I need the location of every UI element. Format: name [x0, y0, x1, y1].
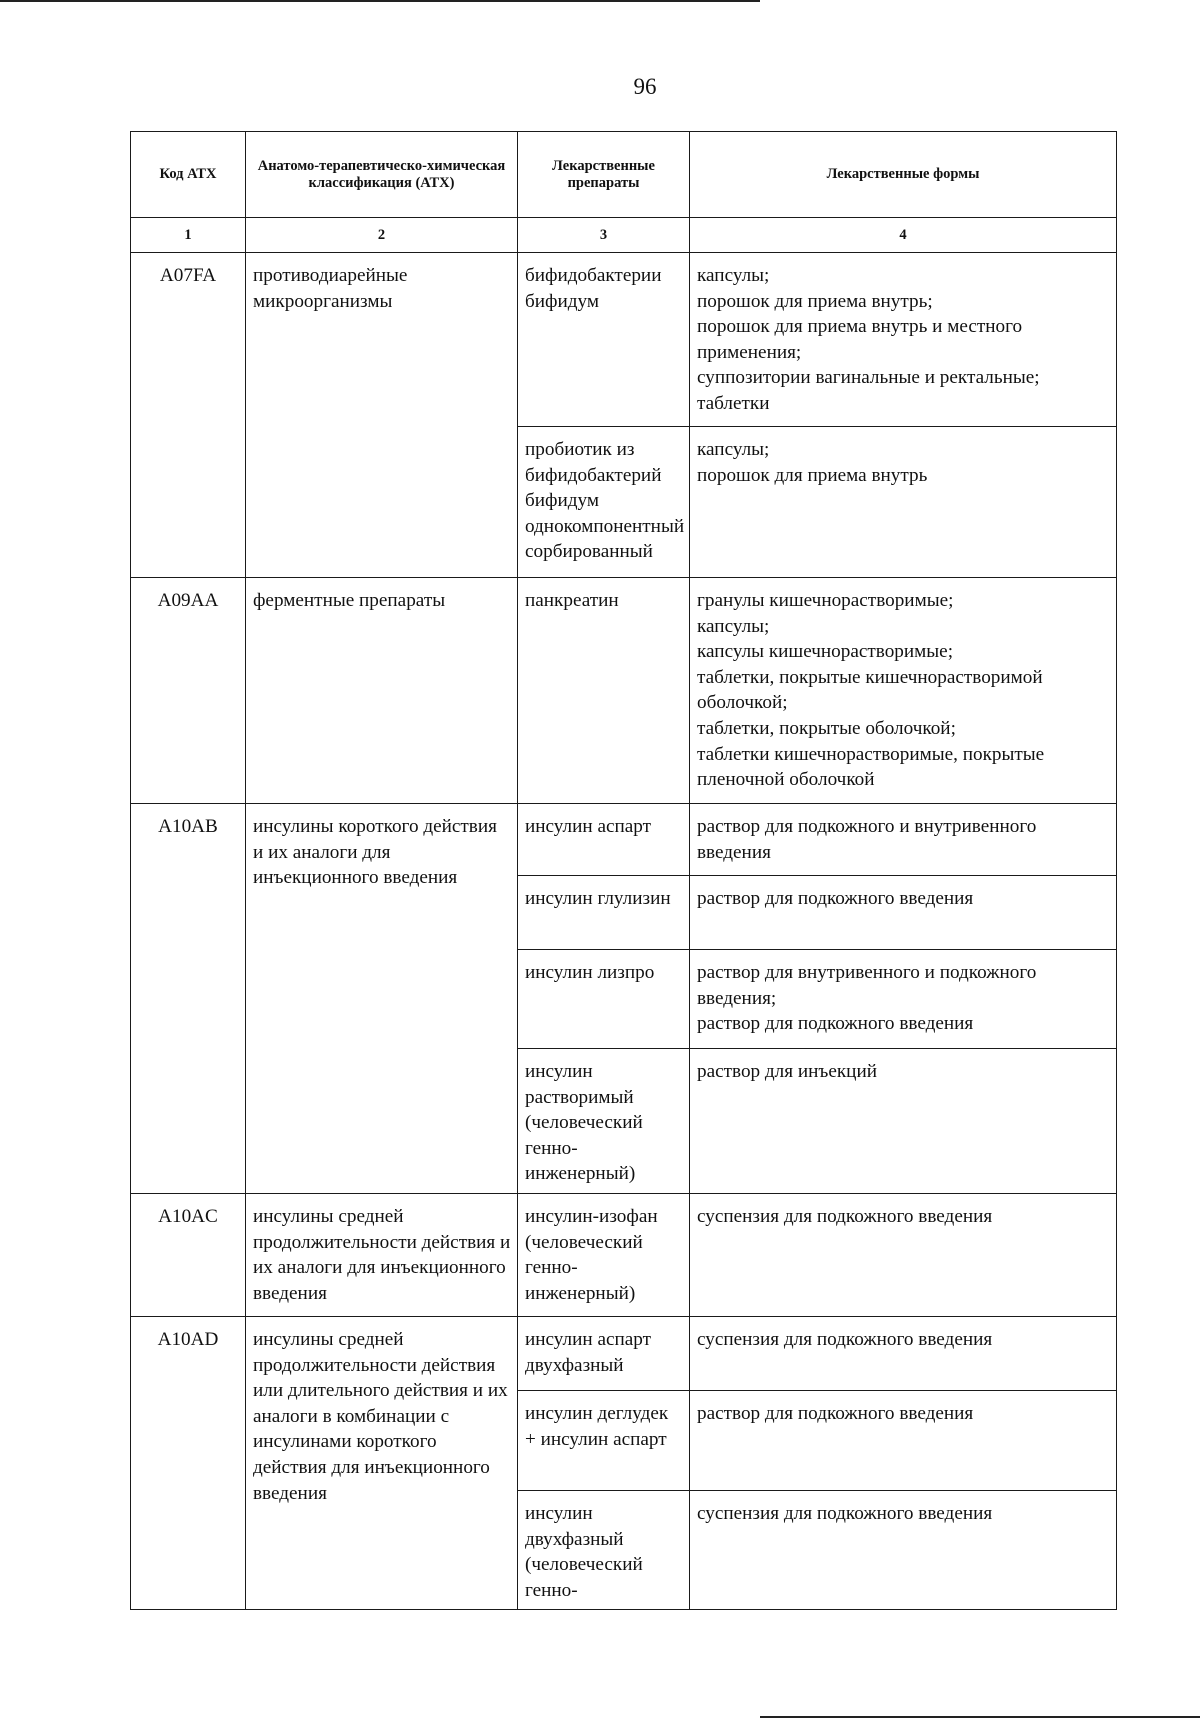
- dosage-form-line: раствор для инъекций: [697, 1061, 877, 1082]
- atx-classification: инсулины средней продолжительности действия и их аналоги для инъекционного введения: [246, 1193, 518, 1316]
- drug-name: инсулин лизпро: [518, 950, 690, 1049]
- column-number: 3: [518, 218, 690, 253]
- dosage-form-line: таблетки, покрытые кишечнорастворимой оболочкой;: [697, 666, 1043, 714]
- drug-name: инсулин деглудек + инсулин аспарт: [518, 1390, 690, 1490]
- dosage-form-line: суспензия для подкожного введения: [697, 1205, 993, 1227]
- table-row: [131, 804, 1117, 876]
- column-number: 4: [690, 218, 1117, 253]
- dosage-form-line: капсулы;: [697, 439, 770, 460]
- header-code: Код АТХ: [131, 132, 246, 218]
- atx-classification: противодиарейные микроорганизмы: [246, 253, 518, 578]
- dosage-form-line: таблетки, покрытые оболочкой;: [697, 717, 956, 739]
- scan-edge-line-top: [0, 0, 760, 2]
- dosage-forms: [690, 578, 1117, 804]
- dosage-form-line: гранулы кишечнорастворимые;: [697, 590, 954, 611]
- atx-code: A10AC: [131, 1193, 246, 1316]
- header-classification: Анатомо-терапевтическо-химическая классификация (АТХ): [246, 132, 518, 218]
- dosage-form-line: раствор для подкожного введения: [697, 888, 974, 909]
- drug-name: бифидобактерии бифидум: [518, 253, 690, 427]
- table-row: [131, 578, 1117, 804]
- dosage-form-line: таблетки: [697, 392, 770, 414]
- atx-code: A10AD: [131, 1316, 246, 1609]
- header-forms: Лекарственные формы: [690, 132, 1117, 218]
- dosage-form-line: порошок для приема внутрь;: [697, 290, 933, 312]
- dosage-form-line: порошок для приема внутрь и местного применения;: [697, 316, 1023, 363]
- atx-classification: ферментные препараты: [246, 578, 518, 804]
- dosage-forms: [690, 1316, 1117, 1390]
- header-drugs: Лекарственные препараты: [518, 132, 690, 218]
- dosage-form-line: суспензия для подкожного введения: [697, 1502, 993, 1524]
- page-number: 96: [633, 74, 657, 99]
- dosage-form-line: таблетки кишечнорастворимые, покрытые пленочной оболочкой: [697, 743, 1045, 791]
- dosage-forms: [690, 876, 1117, 950]
- atx-classification: инсулины короткого действия и их аналоги для инъекционного введения: [246, 804, 518, 1194]
- dosage-form-line: раствор для подкожного введения: [697, 1402, 974, 1424]
- dosage-forms: [690, 253, 1117, 427]
- dosage-form-line: суппозитории вагинальные и ректальные;: [697, 367, 1040, 389]
- drug-name: инсулин аспарт двухфазный: [518, 1316, 690, 1390]
- dosage-forms: [690, 1049, 1117, 1194]
- atx-table: [130, 131, 1117, 1610]
- dosage-forms: [690, 427, 1117, 578]
- dosage-form-line: капсулы;: [697, 265, 770, 286]
- dosage-form-line: раствор для подкожного введения: [697, 1013, 974, 1035]
- drug-name: инсулин-изофан (человеческий генно-инженерный): [518, 1193, 690, 1316]
- atx-code: A10AB: [131, 804, 246, 1194]
- dosage-form-line: раствор для внутривенного и подкожного введения;: [697, 962, 1037, 1009]
- dosage-form-line: суспензия для подкожного введения: [697, 1328, 993, 1350]
- atx-code: A09AA: [131, 578, 246, 804]
- dosage-forms: [690, 804, 1117, 876]
- dosage-forms: [690, 950, 1117, 1049]
- table-row: [131, 253, 1117, 427]
- dosage-forms: [690, 1490, 1117, 1609]
- drug-name: инсулин двухфазный (человеческий генно-: [518, 1490, 690, 1609]
- dosage-form-line: капсулы кишечнорастворимые;: [697, 641, 954, 663]
- drug-name: инсулин растворимый (человеческий генно-инженерный): [518, 1049, 690, 1194]
- drug-name: пробиотик из бифидобактерий бифидум однокомпонентный сорбированный: [518, 427, 690, 578]
- dosage-forms: [690, 1193, 1117, 1316]
- drug-name: инсулин аспарт: [518, 804, 690, 876]
- column-number: 2: [246, 218, 518, 253]
- atx-classification: инсулины средней продолжительности действия или длительного действия и их аналоги в комбинации с инсулинами короткого действия для инъекционного введения: [246, 1316, 518, 1609]
- drug-name: инсулин глулизин: [518, 876, 690, 950]
- drug-name: панкреатин: [518, 578, 690, 804]
- table-row: [131, 1193, 1117, 1316]
- dosage-form-line: раствор для подкожного и внутривенного введения: [697, 816, 1037, 863]
- atx-code: A07FA: [131, 253, 246, 578]
- dosage-form-line: порошок для приема внутрь: [697, 464, 928, 486]
- dosage-forms: [690, 1390, 1117, 1490]
- dosage-form-line: капсулы;: [697, 615, 770, 637]
- column-number: 1: [131, 218, 246, 253]
- table-row: [131, 1316, 1117, 1390]
